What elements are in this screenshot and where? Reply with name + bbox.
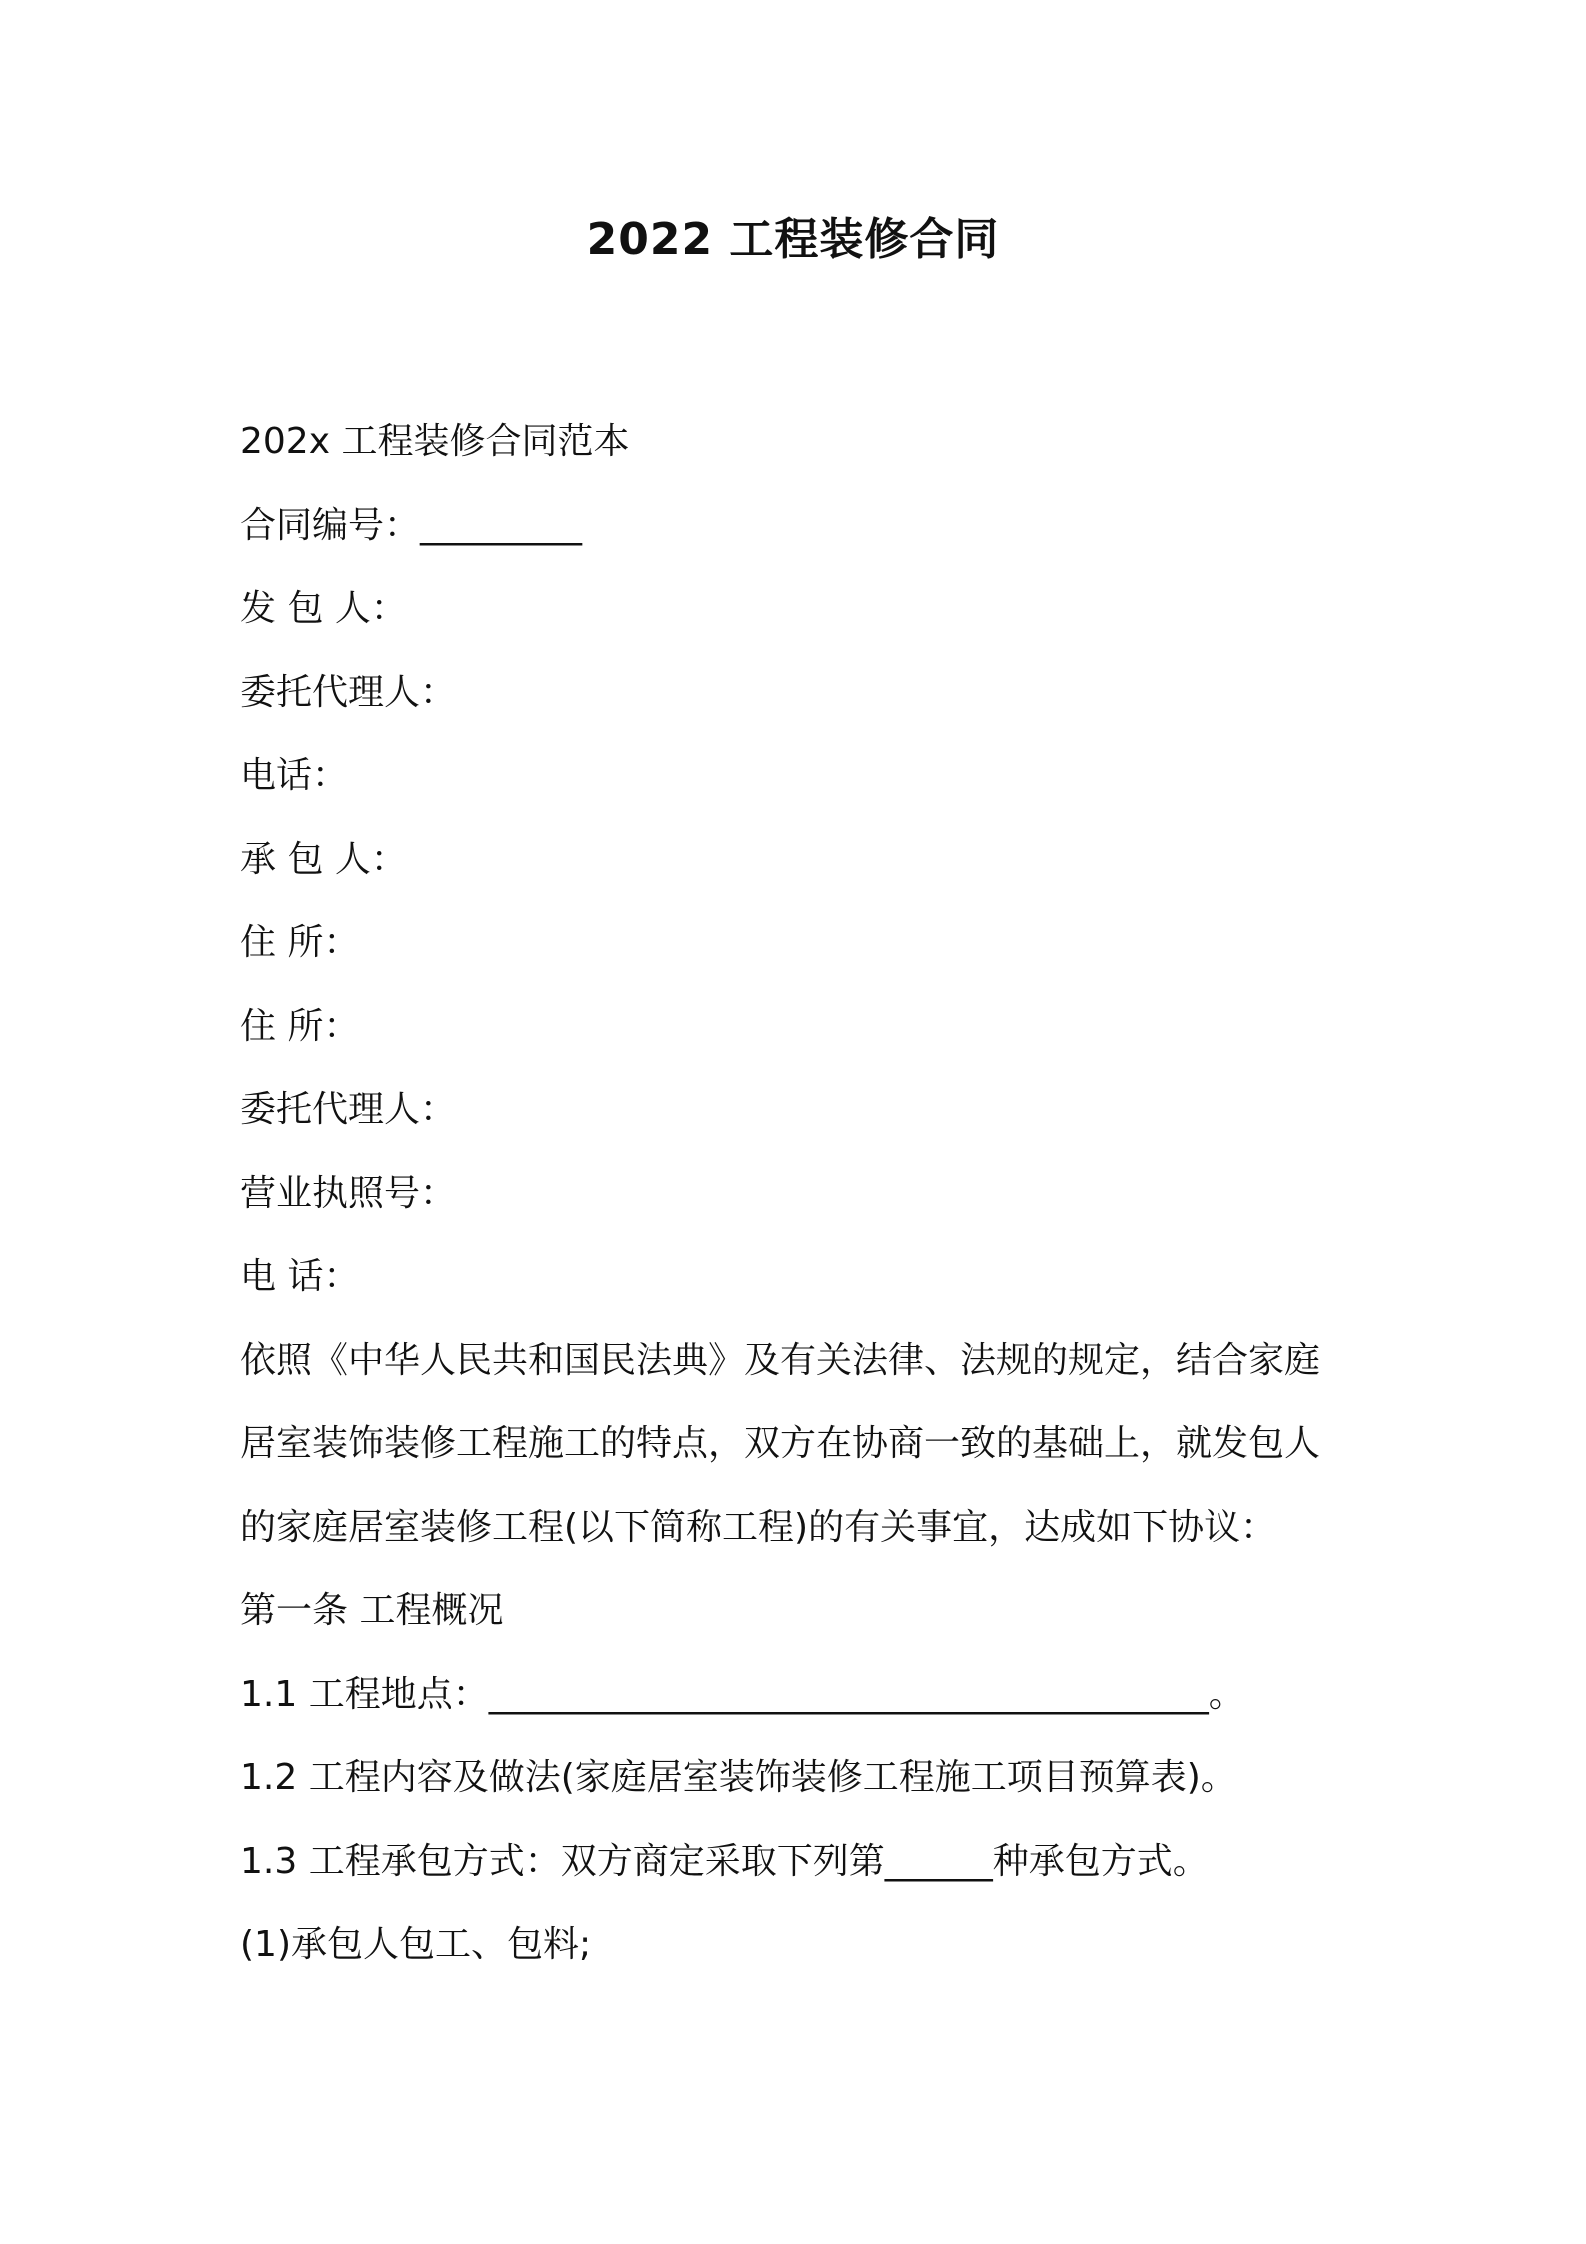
business-license-line: 营业执照号：: [240, 1172, 457, 1214]
document-body: [240, 414, 1360, 2001]
clause-1-2: 1.2 工程内容及做法(家庭居室装饰装修工程施工项目预算表)。: [240, 1757, 1237, 1798]
preamble-line-3: 的家庭居室装修工程(以下简称工程)的有关事宜，达成如下协议：: [240, 1506, 1277, 1548]
clause-1-1: 1.1 工程地点：________________________________________。: [240, 1673, 1245, 1715]
employer-agent-line: 委托代理人：: [240, 671, 457, 713]
preamble-line-2: 居室装饰装修工程施工的特点，双方在协商一致的基础上，就发包人: [240, 1423, 1321, 1464]
clause-1-3: 1.3 工程承包方式：双方商定采取下列第______种承包方式。: [240, 1840, 1209, 1882]
option-1: (1)承包人包工、包料;: [240, 1924, 592, 1965]
contract-template-heading: 202x 工程装修合同范本: [240, 421, 630, 462]
contractor-line: 承 包 人：: [240, 838, 407, 880]
preamble-line-1: 依照《中华人民共和国民法典》及有关法律、法规的规定，结合家庭: [240, 1339, 1321, 1381]
employer-phone-line: 电话：: [240, 755, 349, 796]
employer-line: 发 包 人：: [240, 588, 407, 629]
address-line-1: 住 所：: [240, 922, 360, 963]
document-title: 2022 工程装修合同: [586, 214, 1000, 265]
contractor-phone-line: 电 话：: [240, 1256, 360, 1297]
contractor-agent-line: 委托代理人：: [240, 1089, 457, 1130]
address-line-2: 住 所：: [240, 1005, 360, 1047]
article-1-heading: 第一条 工程概况: [240, 1590, 504, 1631]
contract-number-line: 合同编号：_________: [240, 504, 583, 546]
